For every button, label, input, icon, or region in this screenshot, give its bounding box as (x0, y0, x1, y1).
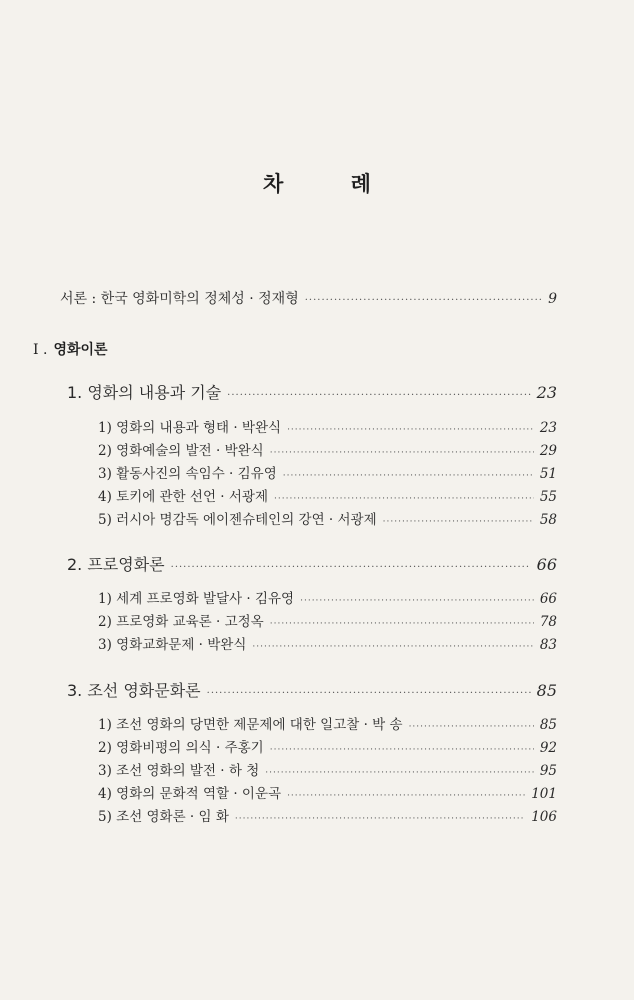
toc-entry[interactable] (98, 508, 557, 528)
dot-leader (274, 494, 534, 504)
section-title: 3. 조선 영화문화론 (67, 681, 201, 700)
page-number: 58 (539, 512, 557, 528)
page-number: 66 (536, 555, 557, 574)
toc-entry[interactable] (98, 439, 557, 459)
entry-text: 3) 활동사진의 속임수 · 김유영 (98, 466, 277, 482)
dot-leader (270, 745, 534, 755)
page-number: 106 (531, 809, 557, 825)
part-label: 영화이론 (53, 342, 108, 358)
entry-text: 서론 : 한국 영화미학의 정체성 · 정재형 (60, 291, 299, 307)
toc-section-3[interactable] (67, 678, 557, 701)
page-number: 23 (539, 420, 557, 436)
dot-leader (283, 471, 534, 481)
dot-leader (207, 688, 531, 699)
toc-section-2[interactable] (67, 552, 557, 575)
page-number: 85 (539, 717, 557, 733)
part-number: I . (33, 342, 48, 358)
toc-entry[interactable] (98, 782, 557, 802)
toc-entry[interactable] (98, 759, 557, 779)
entry-text: 2) 프로영화 교육론 · 고정옥 (98, 614, 264, 630)
entry-text: 2) 영화예술의 발전 · 박완식 (98, 443, 264, 459)
entry-text: 3) 조선 영화의 발전 · 하 청 (98, 763, 260, 779)
dot-leader (409, 722, 534, 732)
toc-entry[interactable] (98, 610, 557, 630)
page-number: 101 (531, 786, 557, 802)
dot-leader (383, 517, 534, 527)
toc-entry[interactable] (98, 736, 557, 756)
dot-leader (287, 791, 525, 801)
page-number: 23 (536, 383, 557, 402)
dot-leader (252, 642, 533, 652)
entry-text: 4) 영화의 문화적 역할 · 이운곡 (98, 786, 282, 802)
toc-entry-intro[interactable] (60, 288, 557, 308)
page-number: 9 (548, 291, 557, 307)
dot-leader (300, 596, 534, 606)
part-heading (33, 339, 108, 359)
entry-text: 1) 조선 영화의 당면한 제문제에 대한 일고찰 · 박 송 (98, 717, 403, 733)
entry-text: 3) 영화교화문제 · 박완식 (98, 637, 247, 653)
page-number: 78 (539, 614, 557, 630)
dot-leader (287, 425, 534, 435)
entry-text: 2) 영화비평의 의식 · 주홍기 (98, 740, 264, 756)
page-number: 92 (539, 740, 557, 756)
page-number: 85 (536, 681, 557, 700)
toc-entry[interactable] (98, 713, 557, 733)
toc-entry[interactable] (98, 462, 557, 482)
page-number: 66 (539, 591, 557, 607)
dot-leader (265, 768, 534, 778)
page-number: 29 (539, 443, 557, 459)
entry-text: 1) 영화의 내용과 형태 · 박완식 (98, 420, 282, 436)
toc-entry[interactable] (98, 485, 557, 505)
dot-leader (305, 295, 542, 306)
dot-leader (171, 562, 531, 573)
entry-text: 5) 러시아 명감독 에이젠슈테인의 강연 · 서광제 (98, 512, 377, 528)
dot-leader (270, 619, 534, 629)
toc-entry[interactable] (98, 633, 557, 653)
page-title: 차 례 (263, 172, 401, 196)
page-number: 55 (539, 489, 557, 505)
dot-leader (270, 448, 534, 458)
dot-leader (227, 390, 530, 401)
toc-entry[interactable] (98, 805, 557, 825)
toc-section-1[interactable] (67, 380, 557, 403)
section-title: 2. 프로영화론 (67, 555, 165, 574)
section-title: 1. 영화의 내용과 기술 (67, 383, 222, 402)
toc-entry[interactable] (98, 587, 557, 607)
page-number: 83 (539, 637, 557, 653)
dot-leader (235, 814, 525, 824)
entry-text: 5) 조선 영화론 · 임 화 (98, 809, 229, 825)
entry-text: 4) 토키에 관한 선언 · 서광제 (98, 489, 269, 505)
page-number: 95 (539, 763, 557, 779)
page-number: 51 (539, 466, 557, 482)
entry-text: 1) 세계 프로영화 발달사 · 김유영 (98, 591, 295, 607)
toc-entry[interactable] (98, 416, 557, 436)
